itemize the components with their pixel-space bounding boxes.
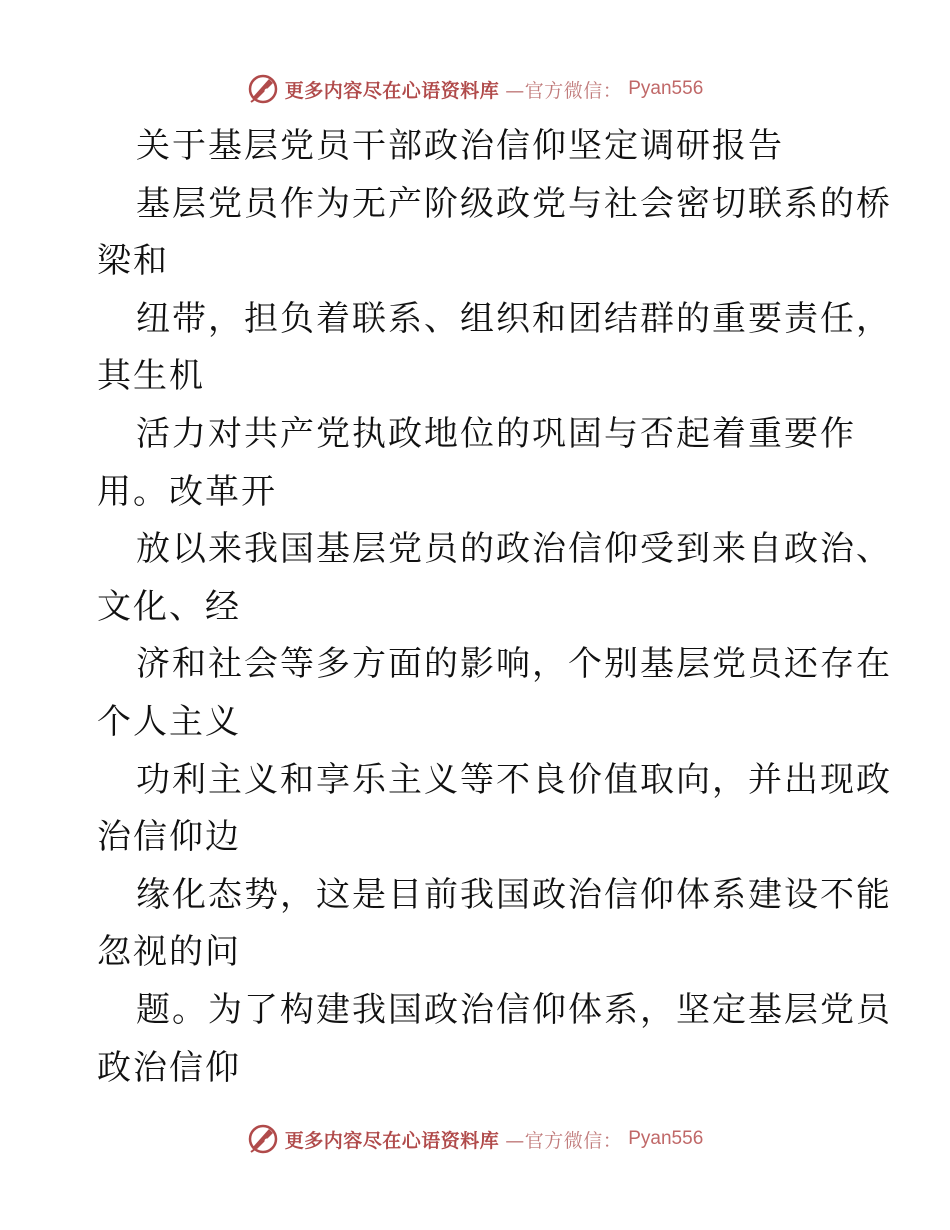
body-line: 放以来我国基层党员的政治信仰受到来自政治、 [136, 529, 892, 570]
quill-pen-logo-icon [247, 73, 279, 105]
body-line: 缘化态势，这是目前我国政治信仰体系建设不能 [136, 874, 892, 915]
header-separator: —官方微信： [505, 79, 623, 102]
body-line: 治信仰边 [97, 817, 241, 858]
footer-separator: —官方微信： [505, 1129, 623, 1152]
body-line: 活力对共产党执政地位的巩固与否起着重要作 [136, 413, 856, 454]
body-line: 忽视的问 [97, 932, 241, 973]
body-line: 基层党员作为无产阶级政党与社会密切联系的桥 [136, 183, 892, 224]
body-line: 济和社会等多方面的影响，个别基层党员还存在 [136, 644, 892, 685]
header-wechat-id: Pyan556 [628, 78, 704, 99]
body-line: 功利主义和享乐主义等不良价值取向，并出现政 [136, 759, 892, 800]
quill-pen-logo-icon [247, 1123, 279, 1155]
body-line: 个人主义 [97, 701, 241, 742]
body-line: 用。改革开 [97, 471, 277, 512]
body-line: 文化、经 [97, 586, 241, 627]
header-watermark [0, 72, 950, 106]
footer-wechat-id: Pyan556 [628, 1128, 704, 1149]
body-line: 梁和 [97, 241, 169, 282]
header-brand-text: 更多内容尽在心语资料库 [284, 79, 500, 102]
footer-brand-text: 更多内容尽在心语资料库 [284, 1129, 500, 1152]
footer-watermark [0, 1122, 950, 1156]
body-line: 政治信仰 [97, 1047, 241, 1088]
body-line: 纽带，担负着联系、组织和团结群的重要责任， [136, 298, 892, 339]
document-title: 关于基层党员干部政治信仰坚定调研报告 [136, 126, 784, 166]
body-line: 其生机 [97, 356, 205, 397]
document-body [97, 118, 892, 1097]
body-line: 题。为了构建我国政治信仰体系，坚定基层党员 [136, 989, 892, 1030]
